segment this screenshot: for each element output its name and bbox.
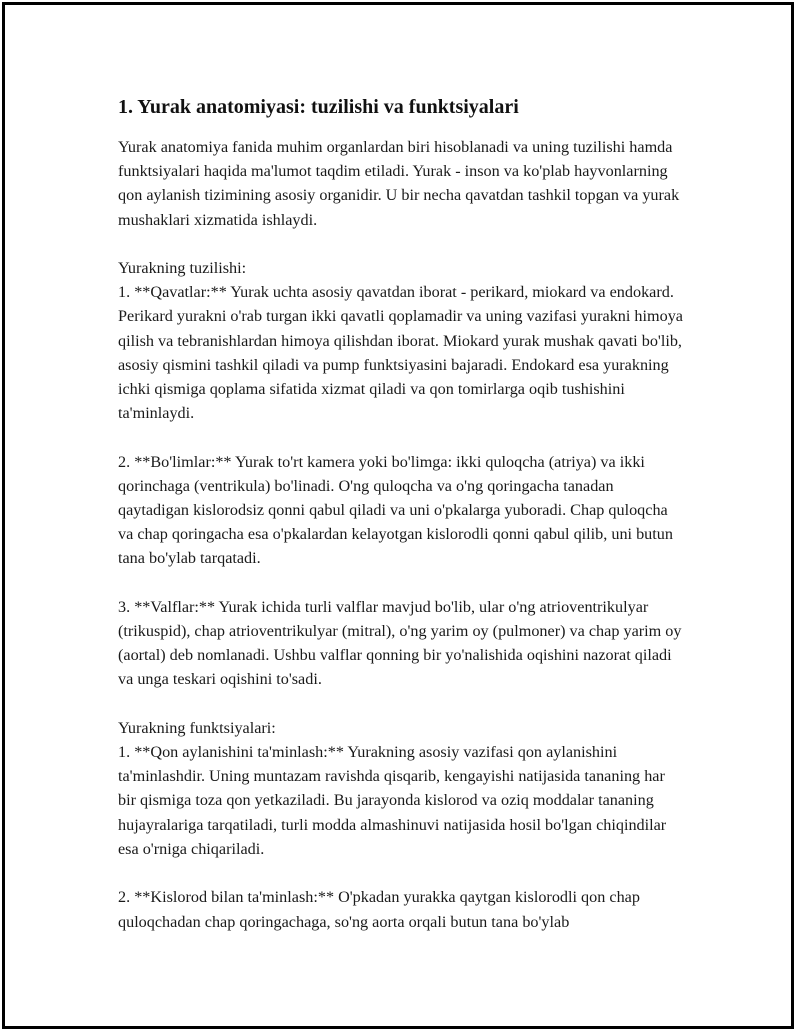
document-title: 1. Yurak anatomiyasi: tuzilishi va funktsiyalari [118,96,519,118]
document-content [118,93,684,934]
document-body: Yurak anatomiya fanida muhim organlardan biri hisoblanadi va uning tuzilishi hamda funktsiyalari haqida ma'lumot taqdim etiladi. Yurak - inson va ko'plab hayvonlarning qon aylanish tizimining asosiy organidir. U bir necha qavatdan tashkil topgan va yurak mushaklari xizmatida ishlaydi. Yurakning tuzilishi: 1. **Qavatlar:** Yurak uchta asosiy qavatdan iborat - perikard, miokard va endokard. Perikard yurakni o'rab turgan ikki qavatli qoplamadir va uning vazifasi yurakni himoya qilish va tebranishlardan himoya qilishdan iborat. Miokard yurak mushak qavati bo'lib, asosiy qismini tashkil qiladi va pump funktsiyasini bajaradi. Endokard esa yurakning ichki qismiga qoplama sifatida xizmat qiladi va qon tomirlarga oqib tushishini ta'minlaydi. 2. **Bo'limlar:** Yurak to'rt kamera yoki bo'limga: ikki quloqcha (atriya) va ikki qorinchaga (ventrikula) bo'linadi. O'ng quloqcha va o'ng qoringacha tanadan qaytadigan kislorodsiz qonni qabul qiladi va uni o'pkalarga yuboradi. Chap quloqcha va chap qoringacha esa o'pkalardan kelayotgan kislorodli qonni qabul qilib, uni butun tana bo'ylab tarqatadi. 3. **Valflar:** Yurak ichida turli valflar mavjud bo'lib, ular o'ng atrioventrikulyar (trikuspid), chap atrioventrikulyar (mitral), o'ng yarim oy (pulmoner) va chap yarim oy (aortal) deb nomlanadi. Ushbu valflar qonning bir yo'nalishida oqishini nazorat qiladi va unga teskari oqishini to'sadi. Yurakning funktsiyalari: 1. **Qon aylanishini ta'minlash:** Yurakning asosiy vazifasi qon aylanishini ta'minlashdir. Uning muntazam ravishda qisqarib, kengayishi natijasida tananing har bir qismiga toza qon yetkaziladi. Bu jarayonda kislorod va oziq moddalar tananing hujayralariga tarqatiladi, turli modda almashinuvi natijasida hosil bo'lgan chiqindilar esa o'rniga chiqariladi. 2. **Kislorod bilan ta'minlash:** O'pkadan yurakka qaytgan kislorodli qon chap quloqchadan chap qoringachaga, so'ng aorta orqali butun tana bo'ylab [118,138,683,931]
